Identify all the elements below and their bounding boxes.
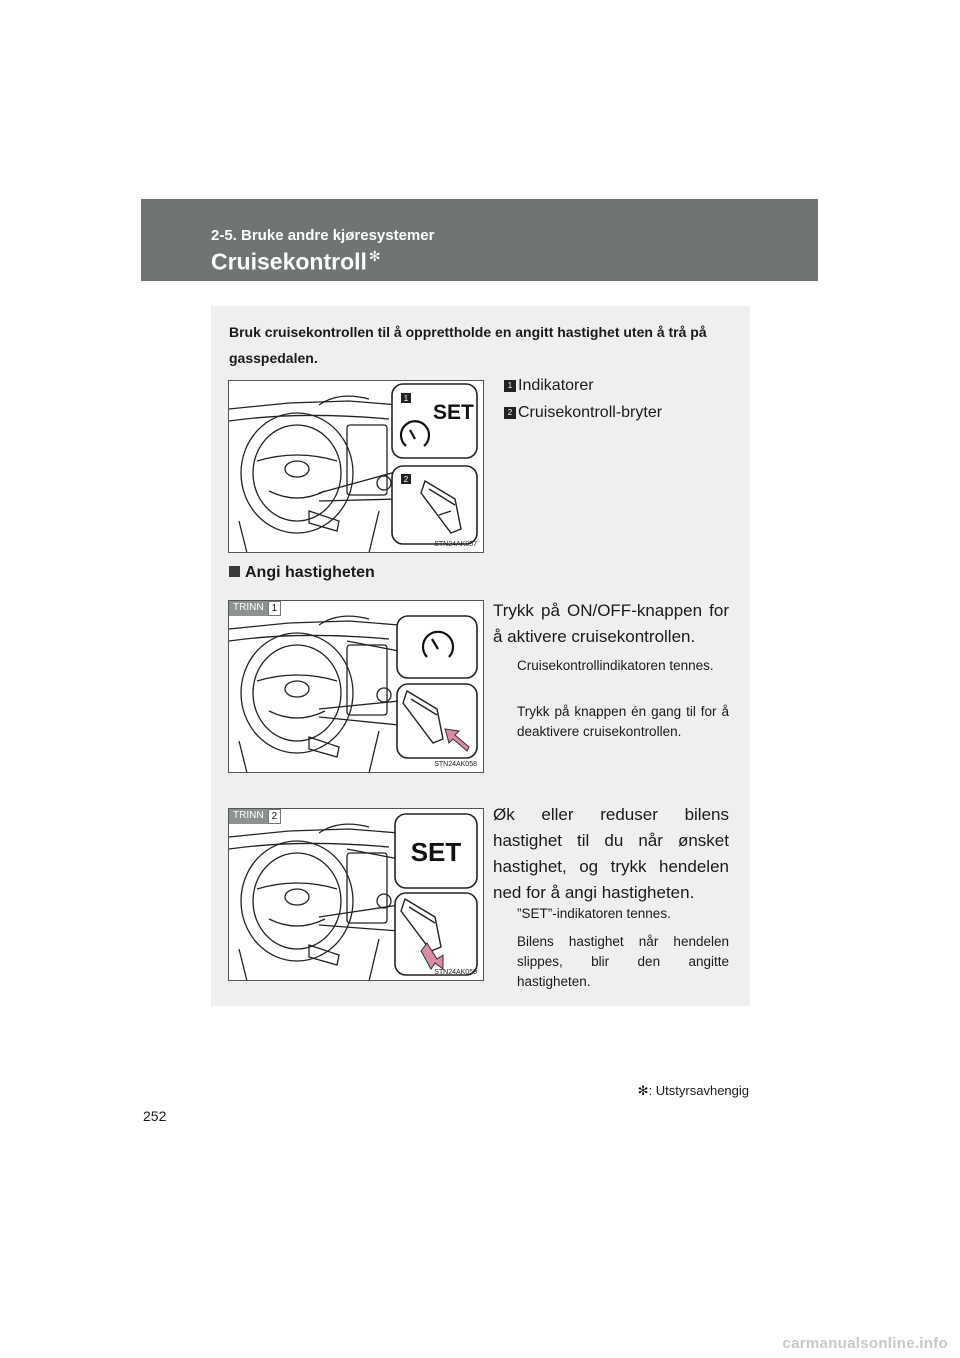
step-2-note: ”SET”-indikatoren tennes. <box>517 906 671 921</box>
dashboard-illustration <box>229 601 484 773</box>
figure-step-1 <box>228 600 484 773</box>
footnote: ✻: Utstyrsavhengig <box>637 1083 749 1098</box>
figure-step-2 <box>228 808 484 981</box>
dashboard-illustration <box>229 381 484 553</box>
chapter-header <box>141 199 818 281</box>
step-1-note: Cruisekontrollindikatoren tennes. <box>517 658 714 673</box>
page-number: 252 <box>143 1108 167 1124</box>
step-label: TRINN 2 <box>229 809 281 824</box>
equipment-mark-icon: ✻ <box>368 248 381 264</box>
set-indicator: SET <box>433 401 474 424</box>
callout-1-icon: 1 <box>504 380 516 392</box>
square-bullet-icon <box>229 566 240 577</box>
callout-2-icon: 2 <box>504 407 516 419</box>
step-1-instruction: Trykk på ON/OFF-knappen for å aktivere cruisekontrollen. <box>493 601 729 646</box>
page-title <box>211 248 381 276</box>
step-label: TRINN 1 <box>229 601 281 616</box>
subsection-heading-text: Angi hastigheten <box>245 564 375 581</box>
step-2-instruction: Øk eller reduser bilens hastighet til du når ønsket hastighet, og trykk hendelen ned for å angi hastigheten. <box>493 805 729 902</box>
figure-code: STN24AK057 <box>434 541 477 548</box>
figure-code: STN24AK058 <box>434 761 477 768</box>
legend-label: Cruisekontroll-bryter <box>518 404 663 421</box>
section-label: 2-5. Bruke andre kjøresystemer <box>211 227 435 244</box>
content-panel <box>211 306 750 1006</box>
page-title-text: Cruisekontroll <box>211 248 367 275</box>
step-2-note: Bilens hastighet når hendelen slippes, blir den angitte hastigheten. <box>517 934 729 989</box>
watermark: carmanualsonline.info <box>782 1335 948 1352</box>
figure-code: STN24AK059 <box>434 969 477 976</box>
legend-item-switch <box>504 399 662 426</box>
svg-text:2: 2 <box>403 475 409 484</box>
figure-cruise-overview <box>228 380 484 553</box>
step-1-note: Trykk på knappen én gang til for å deaktivere cruisekontrollen. <box>517 704 729 739</box>
svg-text:1: 1 <box>403 394 409 403</box>
legend-label: Indikatorer <box>518 377 594 394</box>
intro-text: Bruk cruisekontrollen til å opprettholde en angitt hastighet uten å trå på gasspedalen. <box>229 324 707 366</box>
subsection-heading <box>229 564 375 582</box>
set-indicator: SET <box>410 837 462 867</box>
dashboard-illustration <box>229 809 484 981</box>
legend-item-indicators <box>504 372 594 399</box>
